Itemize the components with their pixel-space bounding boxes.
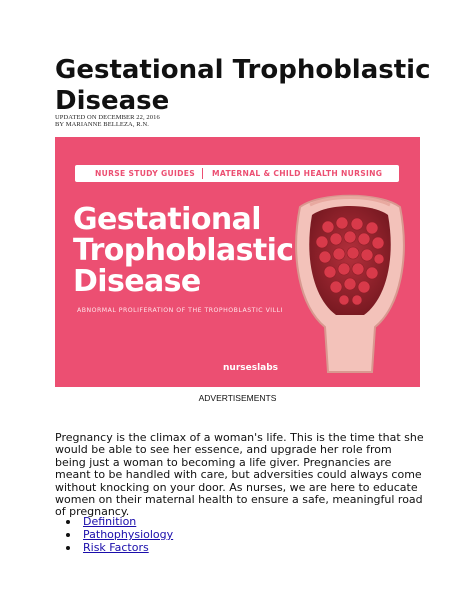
link-definition[interactable]: Definition: [83, 515, 137, 528]
bullet-icon: [66, 520, 70, 524]
page-title-line-1: Gestational Trophoblastic: [55, 55, 431, 85]
list-item: [55, 541, 173, 554]
hero-heading-line-3: Disease: [73, 264, 201, 299]
banner-maternal-child: MATERNAL & CHILD HEALTH NURSING: [212, 169, 383, 178]
list-item: [55, 528, 173, 541]
list-item: [55, 515, 173, 528]
advertisements-label: ADVERTISEMENTS: [198, 393, 277, 403]
hero-heading-line-1: Gestational: [73, 202, 261, 237]
banner-nurse-study-guides: NURSE STUDY GUIDES: [95, 169, 195, 178]
logo-text: nurseslabs: [223, 363, 279, 373]
bullet-icon: [66, 546, 70, 550]
author-byline: BY MARIANNE BELLEZA, R.N.: [55, 121, 149, 128]
banner-divider: [202, 168, 203, 179]
link-risk-factors[interactable]: Risk Factors: [83, 541, 149, 554]
nurseslabs-logo: [223, 363, 278, 373]
category-banner: [75, 165, 399, 182]
hero-heading-line-2: Trophoblastic: [73, 233, 294, 268]
updated-date: UPDATED ON DECEMBER 22, 2016: [55, 114, 160, 121]
page-title: [55, 55, 455, 117]
section-links: [55, 515, 173, 554]
hero-subtitle: ABNORMAL PROLIFERATION OF THE TROPHOBLASTIC VILLI: [77, 307, 283, 314]
intro-paragraph: Pregnancy is the climax of a woman's life. This is the time that she would be able to see her essence, and upgrade her role from being just a woman to becoming a life giver. Pregnancies are meant to be handled with care, but adversities could always come without knocking on your door. As nurses, we are here to educate women on their maternal health to ensure a safe, meaningful road of pregnancy.: [55, 431, 424, 519]
hero-image: [55, 137, 420, 387]
link-pathophysiology[interactable]: Pathophysiology: [83, 528, 174, 541]
page-title-line-2: Disease: [55, 86, 170, 116]
bullet-icon: [66, 533, 70, 537]
